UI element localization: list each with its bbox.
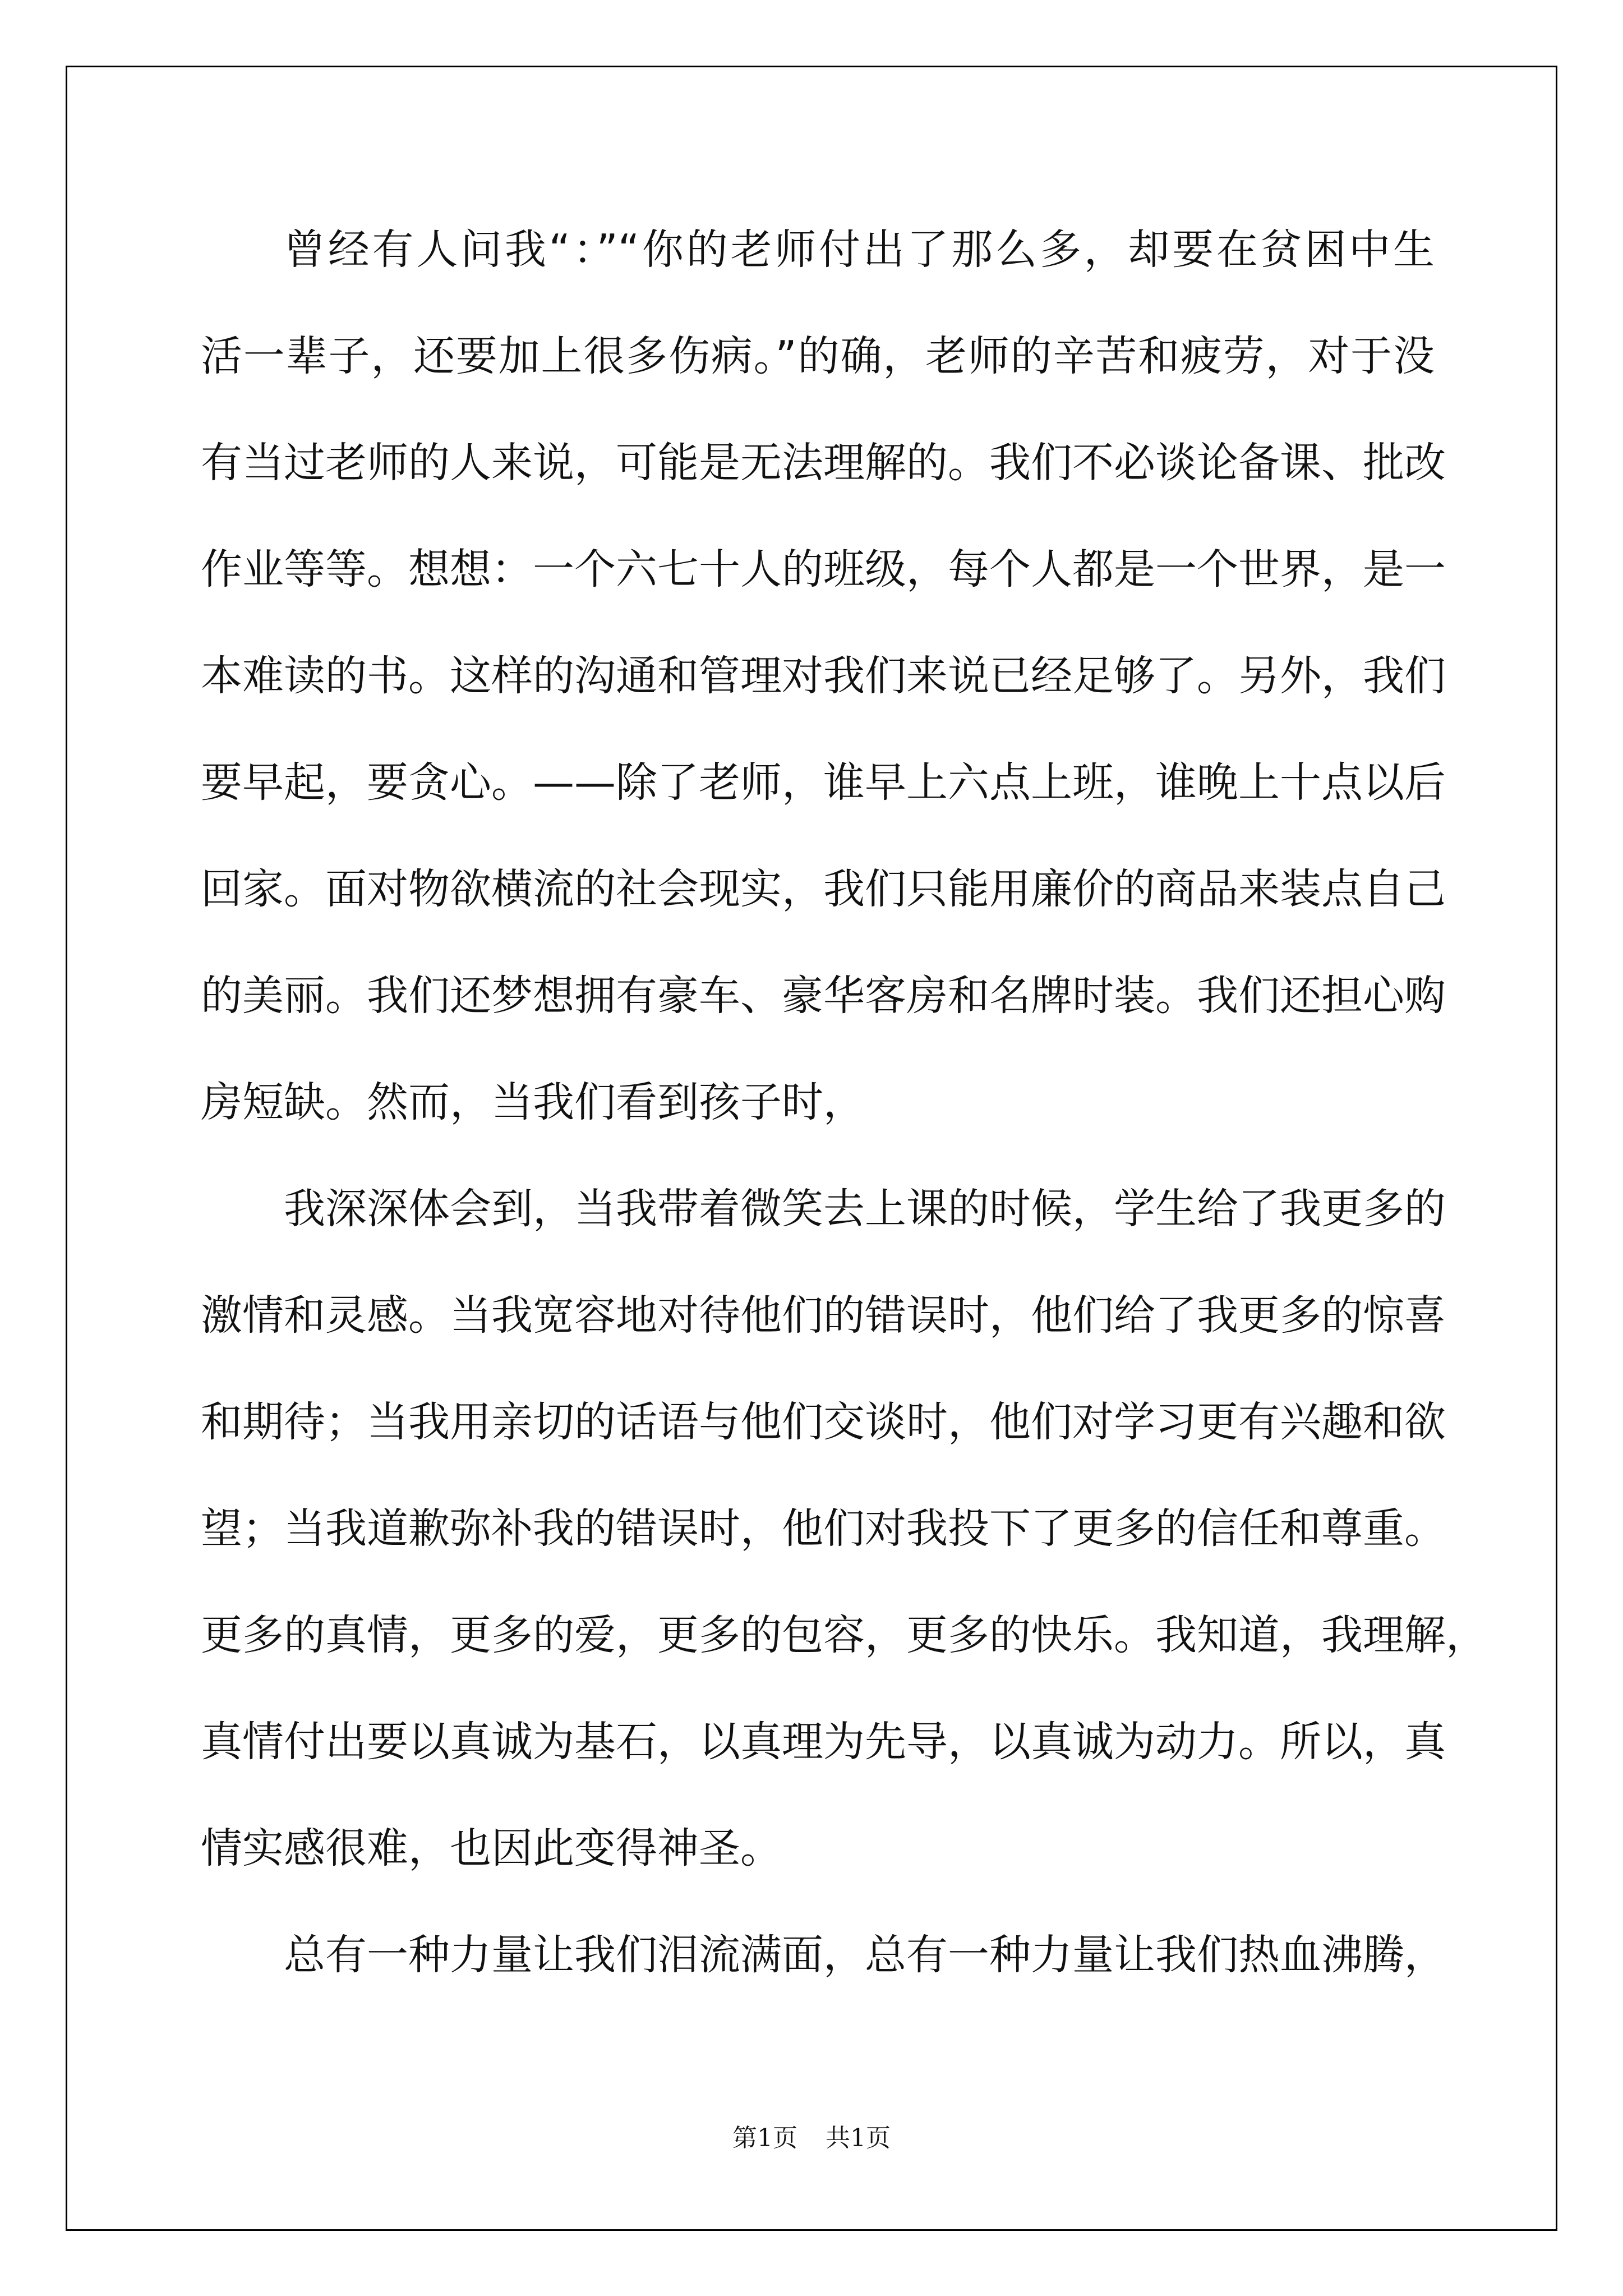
paragraph-1-line-2: 活一辈子，还要加上很多伤病。”的确，老师的辛苦和疲劳，对于没 [201,332,1435,380]
paragraph-1-line-8: 的美丽。我们还梦想拥有豪车、豪华客房和名牌时装。我们还担心购 [201,972,1446,1020]
page-footer [0,2118,1623,2154]
paragraph-1-line-7: 回家。面对物欲横流的社会现实，我们只能用廉价的商品来装点自己 [201,865,1446,913]
paragraph-2-line-3: 和期待；当我用亲切的话语与他们交谈时，他们对学习更有兴趣和欲 [201,1398,1446,1446]
paragraph-1-line-4: 作业等等。想想：一个六七十人的班级，每个人都是一个世界，是一 [201,545,1446,593]
paragraph-1-line-6: 要早起，要贪心。——除了老师，谁早上六点上班，谁晚上十点以后 [201,758,1446,807]
paragraph-2-line-4: 望；当我道歉弥补我的错误时，他们对我投下了更多的信任和尊重。 [201,1504,1446,1553]
paragraph-1-line-1: 曾经有人问我“：”“你的老师付出了那么多，却要在贫困中生 [284,226,1435,274]
paragraph-2-line-2: 激情和灵感。当我宽容地对待他们的错误时，他们给了我更多的惊喜 [201,1291,1446,1340]
document-body [201,196,1487,2008]
paragraph-3-line-1: 总有一种力量让我们泪流满面，总有一种力量让我们热血沸腾， [284,1931,1446,1979]
paragraph-1-line-3: 有当过老师的人来说，可能是无法理解的。我们不必谈论备课、批改 [201,439,1446,487]
paragraph-2-line-7: 情实感很难，也因此变得神圣。 [201,1824,782,1872]
paragraph-1-line-9: 房短缺。然而，当我们看到孩子时， [201,1078,865,1126]
page-total: 共1页 [826,2124,891,2152]
paragraph-1-line-5: 本难读的书。这样的沟通和管理对我们来说已经足够了。另外，我们 [201,652,1446,700]
paragraph-2-line-1: 我深深体会到，当我带着微笑去上课的时候，学生给了我更多的 [284,1185,1446,1233]
paragraph-2-line-5: 更多的真情，更多的爱，更多的包容，更多的快乐。我知道，我理解， [201,1611,1487,1659]
page-number: 第1页 [732,2124,797,2152]
paragraph-2-line-6: 真情付出要以真诚为基石，以真理为先导，以真诚为动力。所以，真 [201,1718,1446,1766]
